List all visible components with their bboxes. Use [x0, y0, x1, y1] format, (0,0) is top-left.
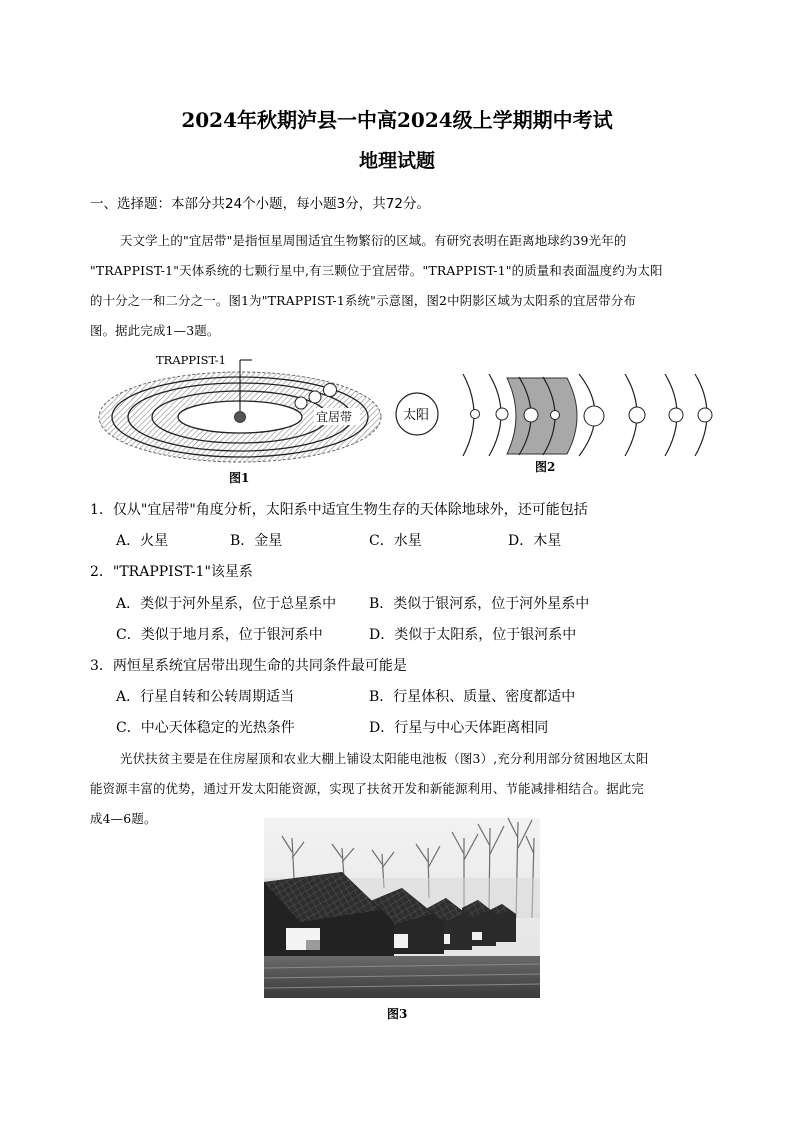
star-trappist-1: [235, 412, 246, 423]
question-2-stem: 2．"TRAPPIST-1"该星系: [90, 564, 253, 580]
figure1-caption: 图1: [229, 471, 250, 485]
sun-label: 太阳: [403, 408, 430, 423]
question-3-option-a[interactable]: A．行星自转和公转周期适当: [116, 689, 295, 705]
figure3-caption: 图3: [387, 1007, 408, 1021]
figure2-caption: 图2: [535, 460, 556, 474]
planet-neptune: [698, 408, 712, 422]
question-2-option-d[interactable]: D．类似于太阳系，位于银河系中: [369, 627, 577, 643]
question-2-option-c[interactable]: C．类似于地月系，位于银河系中: [116, 627, 323, 643]
planet-earth: [524, 408, 538, 422]
habitable-zone-label: 宜居带: [316, 410, 353, 424]
exam-subject: 地理试题: [358, 150, 435, 172]
passage2-line: 光伏扶贫主要是在住房屋顶和农业大棚上铺设太阳能电池板（图3）,充分利用部分贫困地区太阳: [120, 751, 649, 766]
planet-mars: [551, 411, 560, 420]
question-1-option-a[interactable]: A．火星: [116, 533, 169, 549]
planet-venus: [496, 408, 508, 420]
planet: [295, 397, 307, 409]
question-1-option-c[interactable]: C．水星: [369, 533, 422, 549]
star-label: TRAPPIST-1: [156, 353, 226, 367]
passage1-line: 图。据此完成1—3题。: [90, 323, 220, 338]
exam-title: 2024年秋期泸县一中高2024级上学期期中考试: [181, 108, 613, 132]
planet-mercury: [471, 410, 480, 419]
figure1-trappist-diagram: [90, 345, 390, 470]
passage2-line: 能资源丰富的优势，通过开发太阳能资源，实现了扶贫开发和新能源利用、节能减排相结合。据此完: [90, 781, 644, 796]
question-1-option-b[interactable]: B．金星: [230, 533, 283, 549]
passage1-line: 的十分之一和二分之一。图1为"TRAPPIST-1系统"示意图，图2中阴影区域为太阳系的宜居带分布: [90, 293, 636, 308]
planet: [309, 391, 321, 403]
figure2-solar-habitable-zone: [395, 372, 720, 460]
habitable-zone-shaded: [507, 378, 577, 454]
section-intro: 一、选择题：本部分共24个小题，每小题3分，共72分。: [90, 196, 430, 212]
question-1-stem: 1．仅从"宜居带"角度分析，太阳系中适宜生物生存的天体除地球外，还可能包括: [90, 502, 588, 518]
passage2-line: 成4—6题。: [90, 811, 157, 826]
question-1-option-d[interactable]: D．木星: [508, 533, 562, 549]
planet-uranus: [669, 408, 683, 422]
question-3-stem: 3．两恒星系统宜居带出现生命的共同条件最可能是: [90, 658, 407, 674]
question-3-option-b[interactable]: B．行星体积、质量、密度都适中: [369, 689, 576, 705]
figure3-solar-greenhouse-photo: [264, 818, 540, 998]
question-2-option-a[interactable]: A．类似于河外星系，位于总星系中: [116, 596, 337, 612]
planet-saturn: [629, 407, 645, 423]
planet-jupiter: [584, 406, 604, 426]
question-3-option-c[interactable]: C．中心天体稳定的光热条件: [116, 720, 295, 736]
passage1-line: "TRAPPIST-1"天体系统的七颗行星中,有三颗位于宜居带。"TRAPPIST-1"的质量和表面温度约为太阳: [90, 263, 663, 278]
question-3-option-d[interactable]: D．行星与中心天体距离相同: [369, 720, 549, 736]
question-2-option-b[interactable]: B．类似于银河系，位于河外星系中: [369, 596, 590, 612]
planet: [324, 384, 337, 397]
passage1-line: 天文学上的"宜居带"是指恒星周围适宜生物繁衍的区域。有研究表明在距离地球约39光年的: [120, 233, 627, 248]
